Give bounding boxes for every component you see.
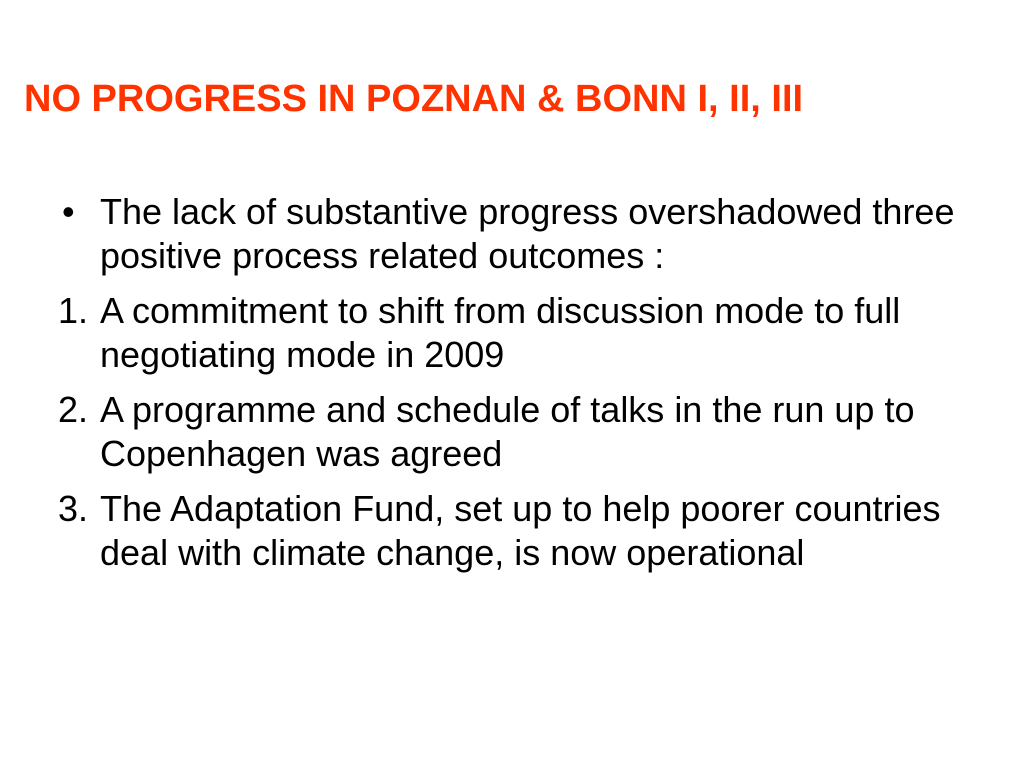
- list-item-text: A commitment to shift from discussion mode to full negotiating mode in 2009: [100, 290, 901, 375]
- list-item-text: The lack of substantive progress overshadowed three positive process related outcomes :: [100, 191, 955, 276]
- number-marker-3: 3.: [58, 488, 89, 529]
- list-item-bullet: [58, 190, 978, 278]
- slide-title: NO PROGRESS IN POZNAN & BONN I, II, III: [24, 78, 804, 120]
- list-item-3: [58, 487, 978, 575]
- list-item-text: The Adaptation Fund, set up to help poorer countries deal with climate change, is now operational: [100, 488, 941, 573]
- list-item-2: [58, 388, 978, 476]
- list-item-1: [58, 289, 978, 377]
- number-marker-2: 2.: [58, 389, 89, 430]
- list-item-text: A programme and schedule of talks in the run up to Copenhagen was agreed: [100, 389, 915, 474]
- bullet-list: [58, 190, 978, 586]
- bullet-marker: •: [62, 191, 75, 232]
- number-marker-1: 1.: [58, 290, 89, 331]
